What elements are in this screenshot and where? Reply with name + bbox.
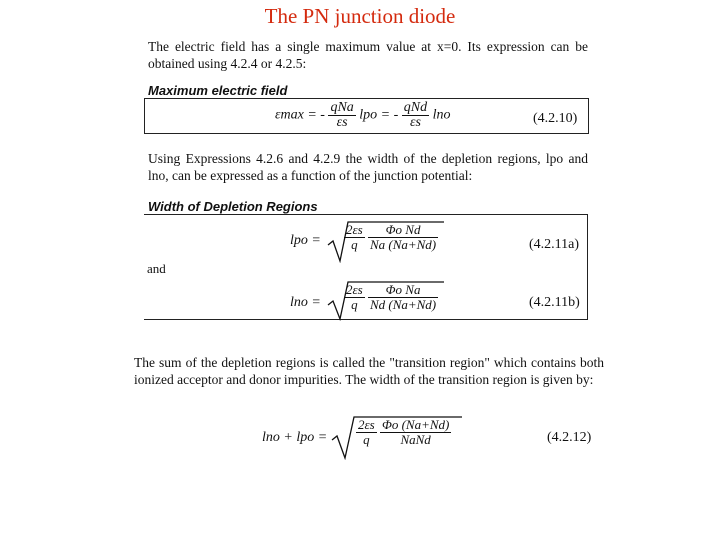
and-label: and (147, 261, 166, 276)
emax-lhs: εmax = - (275, 107, 325, 123)
fraction-qna-es: $\frac{\text{qNa}}{\varepsilon s}$ (330, 100, 354, 130)
lno-tail: lno (432, 107, 451, 123)
eq-number-4-2-12: (4.2.12) (547, 430, 592, 445)
lno-lhs: lno = (290, 295, 321, 310)
slide-title: The PN junction diode (264, 4, 456, 28)
transition-paragraph: The sum of the depletion regions is called the "transition region" which contains both ionized acceptor and donor impurities. The width of the transition region is given by: (134, 355, 604, 387)
sqrt-content-b: $\frac{2\varepsilon s}{q}$ $\frac{\text{Φo Na}}{Nd (Na+Nd)}$ (346, 282, 437, 312)
transition-lhs: lno + lpo = (262, 430, 328, 445)
eq-number-4-2-10: (4.2.10) (533, 111, 578, 126)
max-field-equation (275, 101, 451, 130)
lpo-mid: lpo = - (359, 107, 399, 123)
eq-number-4-2-11a: (4.2.11a) (529, 237, 580, 252)
fraction-qnd-es: $\frac{\text{qNd}}{\varepsilon s}$ (403, 100, 428, 130)
depletion-heading: Width of Depletion Regions (148, 199, 318, 214)
sqrt-content-transition: $\frac{2\varepsilon s}{q}$ $\frac{\Phi o (Na+Nd)}{\text{NaNd}}$ (358, 417, 450, 447)
max-field-heading: Maximum electric field (148, 83, 288, 98)
intro-paragraph: The electric field has a single maximum value at x=0. Its expression can be obtained using 4.2.4 or 4.2.5: (148, 39, 588, 71)
lpo-lhs: lpo = (290, 233, 321, 248)
depletion-equation-box (144, 214, 588, 320)
eq-number-4-2-11b: (4.2.11b) (529, 295, 580, 310)
width-paragraph: Using Expressions 4.2.6 and 4.2.9 the width of the depletion regions, lpo and lno, can be expressed as a function of the junction potential: (148, 151, 588, 183)
sqrt-content-a: $\frac{2\varepsilon s}{q}$ $\frac{\text{Φo Nd}}{Na (Na+Nd)}$ (346, 222, 437, 252)
max-field-equation-box (144, 98, 589, 134)
